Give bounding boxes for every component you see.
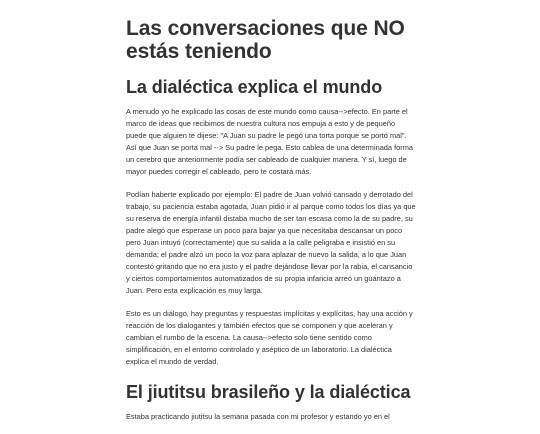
paragraph: Esto es un diálogo, hay preguntas y respuestas implícitas y explícitas, hay una acción y reacción de los dialogantes y también efectos que se componen y que aceleran y cambian el rumbo de la escena. La causa-->efecto solo tiene sentido como simplificación, en el entorno controlado y aséptico de un laboratorio. La dialéctica explica el mundo de verdad.	[126, 309, 413, 366]
paragraph: Estaba practicando jiutitsu la semana pasada con mi profesor y estando yo en el	[126, 412, 390, 421]
section-heading-dialectica: La dialéctica explica el mundo	[126, 77, 383, 97]
paragraph: Podían haberte explicado por ejemplo: El padre de Juan volvió cansado y derrotado del trabajo, su paciencia estaba agotada, Juan pidió ir al parque como todos los días ya que su reserva de energía infantil distaba mucho de ser tan escasa como la de su padre, su padre alegó que esperase un poco para bajar ya que necesitaba descansar un poco pero Juan intuyó (correctamente) que su salida a la calle peligraba e insistió en su demanda; el padre alzó un poco la voz para aplazar de nuevo la salida, a lo que Juan contestó gritando que no era justo y el padre dejándose llevar por la rabia, el cansancio y ciertos comportamientos automatizados de su propia infancia arreó un guantazo a Juan. Pero esta explicación es muy larga.	[126, 190, 416, 295]
page-title: Las conversaciones que NO estás teniendo	[126, 17, 405, 63]
section-heading-jiutitsu: El jiutitsu brasileño y la dialéctica	[126, 382, 411, 402]
article	[126, 0, 416, 434]
paragraph: A menudo yo he explicado las cosas de este mundo como causa-->efecto. En parte el marco de ideas que recibimos de nuestra cultura nos empuja a esto y de pequeño puede que alguien te dijese: "A Juan su padre le pegó una torta porque se portó mal". Así que Juan se porta mal --> Su padre le pega. Esto cablea de una determinada forma un cerebro que anteriormente podía ser cableado de cualquier manera. Y sí, luego de mayor puedes corregir el cableado, pero te costará más.	[126, 107, 413, 176]
